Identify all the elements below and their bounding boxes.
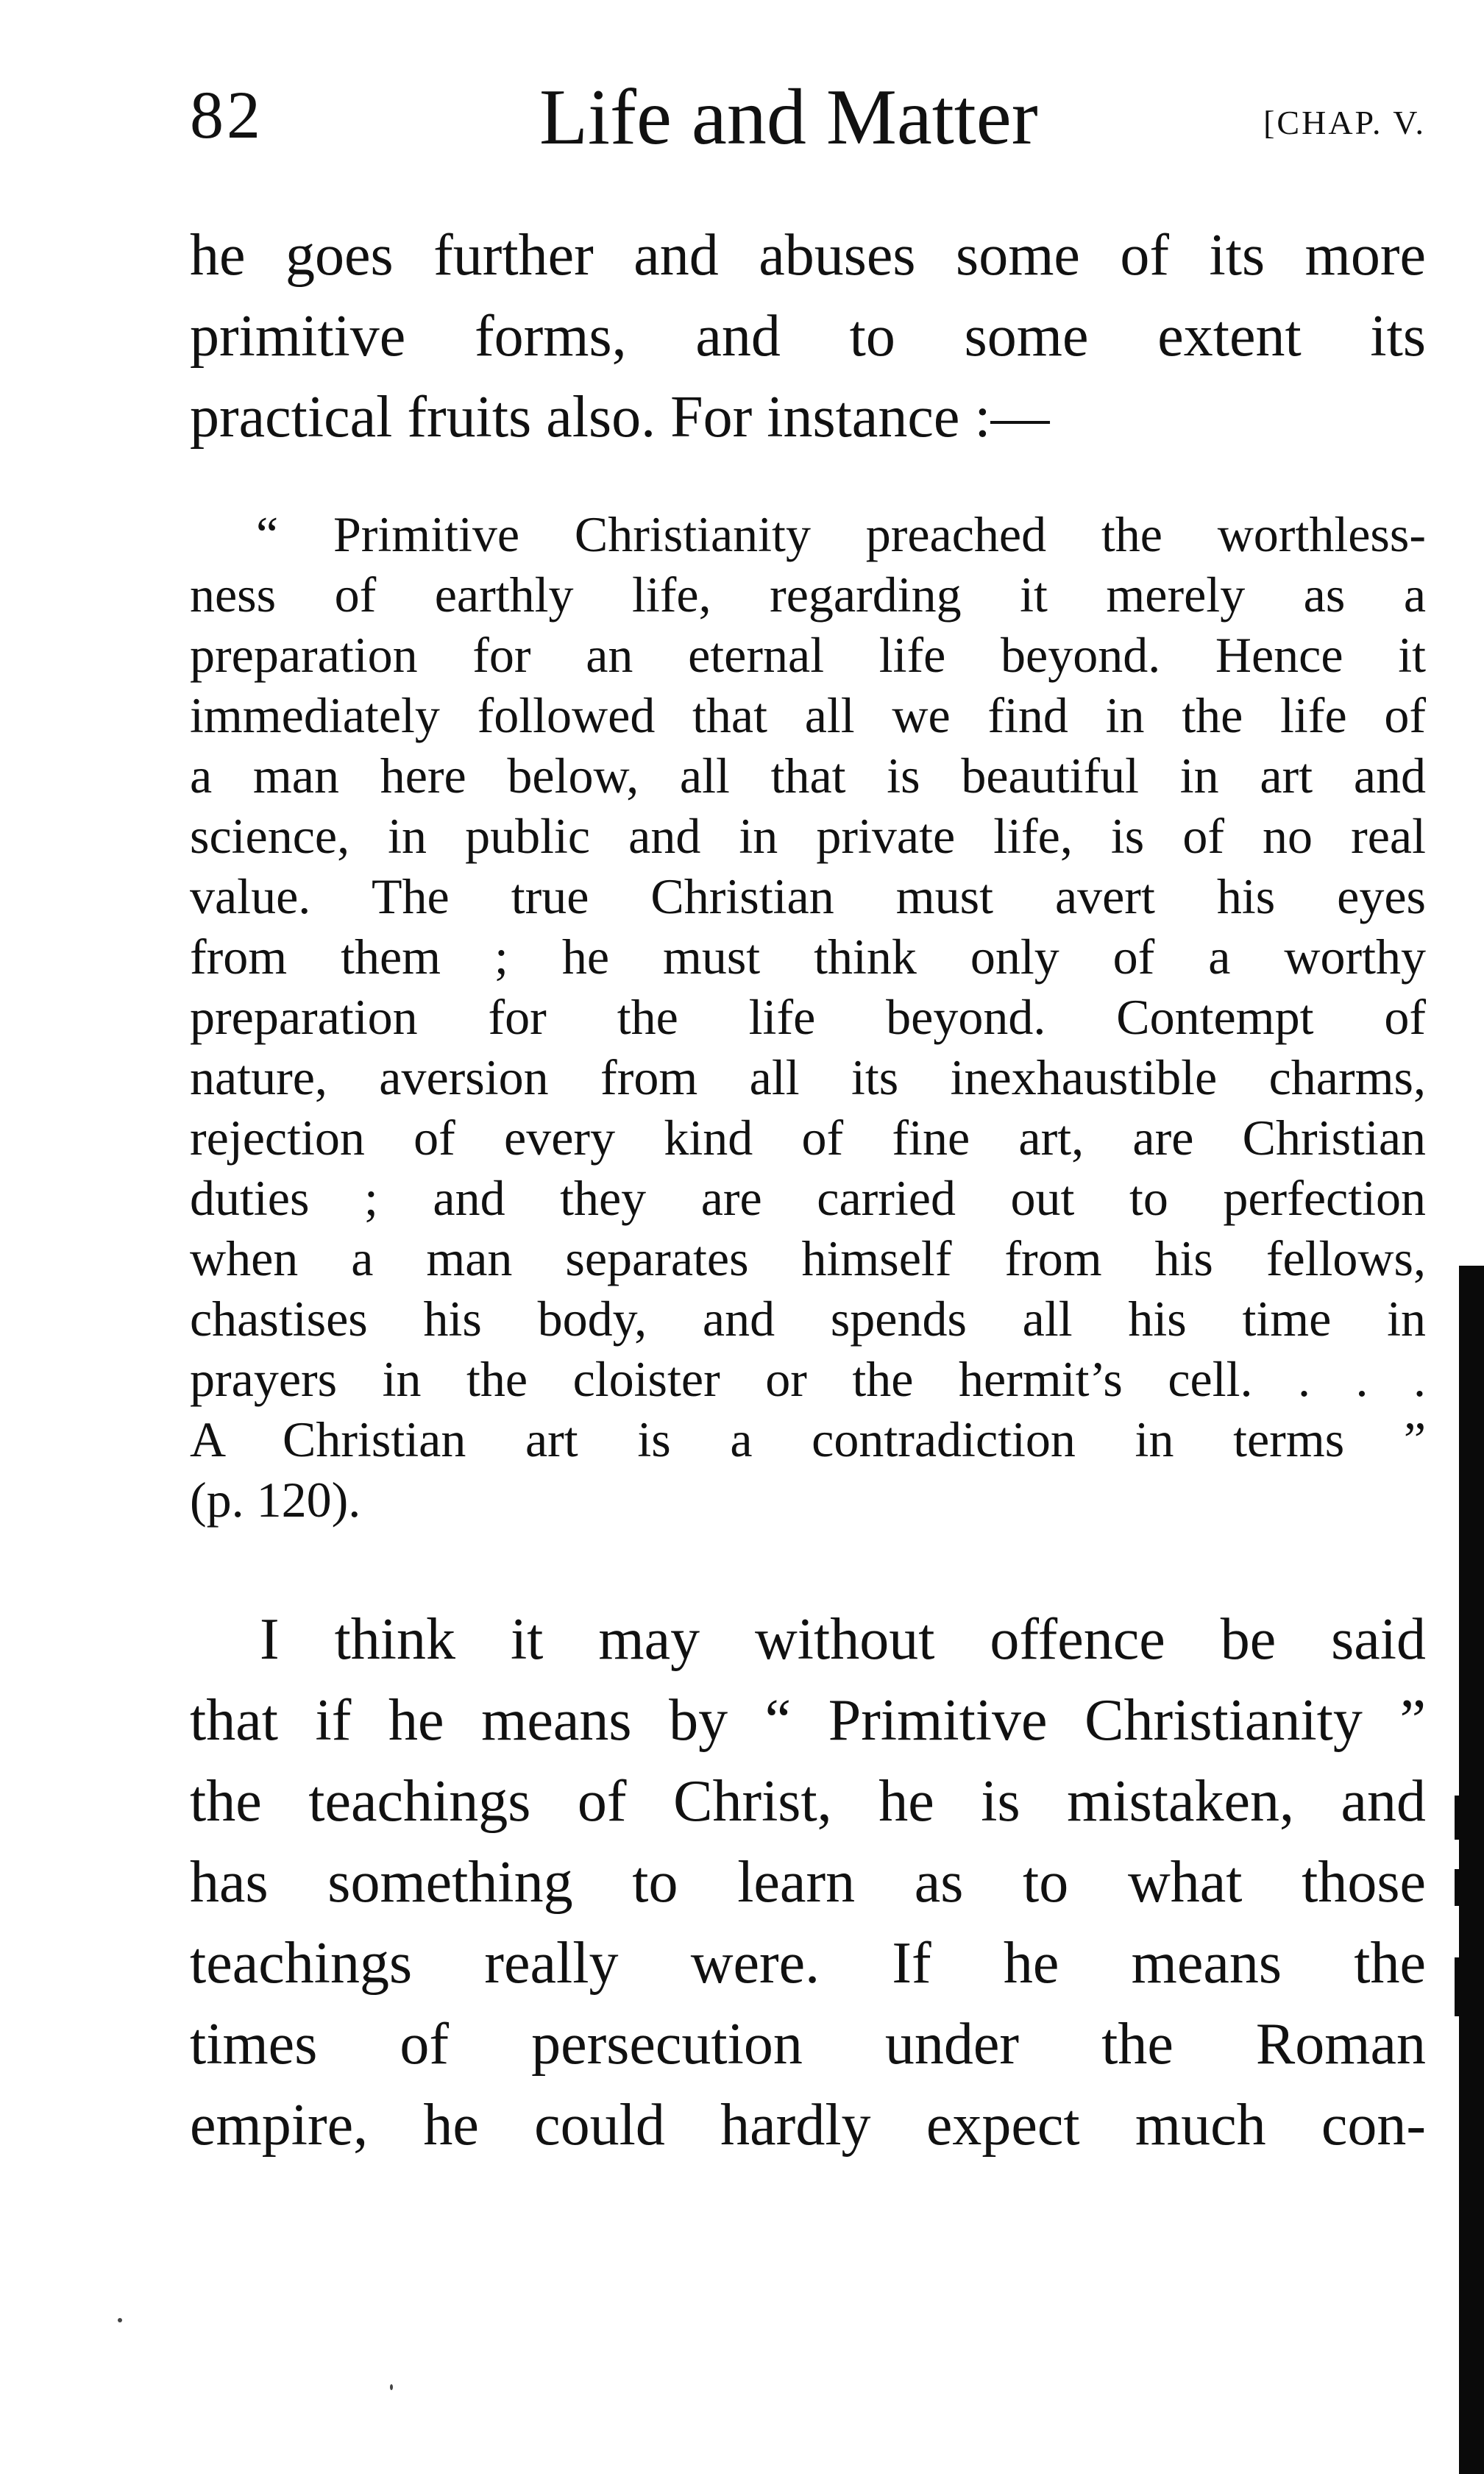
quote-line: (p. 120). xyxy=(190,1472,361,1528)
text-line: primitive forms, and to some extent its xyxy=(190,304,1426,369)
quote-line: A Christian art is a contradiction in terms ” xyxy=(190,1411,1426,1467)
scan-speck xyxy=(390,2384,393,2390)
quote-line: science, in public and in private life, is of no real xyxy=(190,808,1426,864)
chapter-reference: [CHAP. V. xyxy=(1263,104,1426,141)
quote-line: ness of earthly life, regarding it merely as a xyxy=(190,567,1426,623)
text-line: times of persecution under the Roman xyxy=(190,2012,1426,2077)
paragraph-response xyxy=(190,1599,1426,2166)
quote-line: preparation for an eternal life beyond. Hence it xyxy=(190,627,1426,683)
scan-speck xyxy=(118,2318,122,2322)
text-line: empire, he could hardly expect much con- xyxy=(190,2093,1426,2158)
text-line: has something to learn as to what those xyxy=(190,1850,1426,1915)
quote-line: preparation for the life beyond. Contempt of xyxy=(190,989,1426,1045)
quote-line: when a man separates himself from his fellows, xyxy=(190,1230,1426,1286)
text-line: he goes further and abuses some of its more xyxy=(190,223,1426,288)
text-line: the teachings of Christ, he is mistaken, and xyxy=(190,1769,1426,1834)
block-quote xyxy=(190,504,1426,1530)
quote-line: chastises his body, and spends all his time in xyxy=(190,1291,1426,1347)
scan-edge-mark xyxy=(1455,1869,1463,1906)
text-line: that if he means by “ Primitive Christianity ” xyxy=(190,1688,1426,1753)
quote-line: from them ; he must think only of a worthy xyxy=(190,929,1426,985)
quote-line: duties ; and they are carried out to perfection xyxy=(190,1170,1426,1226)
text-line: practical fruits also. For instance :— xyxy=(190,385,1050,450)
text-line: teachings really were. If he means the xyxy=(190,1931,1426,1996)
quote-line: nature, aversion from all its inexhaustible charms, xyxy=(190,1049,1426,1105)
scan-edge-mark xyxy=(1455,1796,1463,1840)
quote-line: rejection of every kind of fine art, are Christian xyxy=(190,1110,1426,1166)
quote-line: immediately followed that all we find in the life of xyxy=(190,687,1426,743)
text-line: I think it may without offence be said xyxy=(260,1607,1426,1672)
running-title: Life and Matter xyxy=(539,74,1038,161)
page-number: 82 xyxy=(190,77,263,152)
quote-line: a man here below, all that is beautiful in art and xyxy=(190,748,1426,804)
quote-line: value. The true Christian must avert his eyes xyxy=(190,868,1426,924)
quote-line: “ Primitive Christianity preached the worthless- xyxy=(256,506,1426,562)
quote-line: prayers in the cloister or the hermit’s cell. . . . xyxy=(190,1351,1426,1407)
paragraph-intro xyxy=(190,215,1426,458)
running-head xyxy=(190,74,1426,162)
scan-edge-mark xyxy=(1455,1957,1463,2016)
